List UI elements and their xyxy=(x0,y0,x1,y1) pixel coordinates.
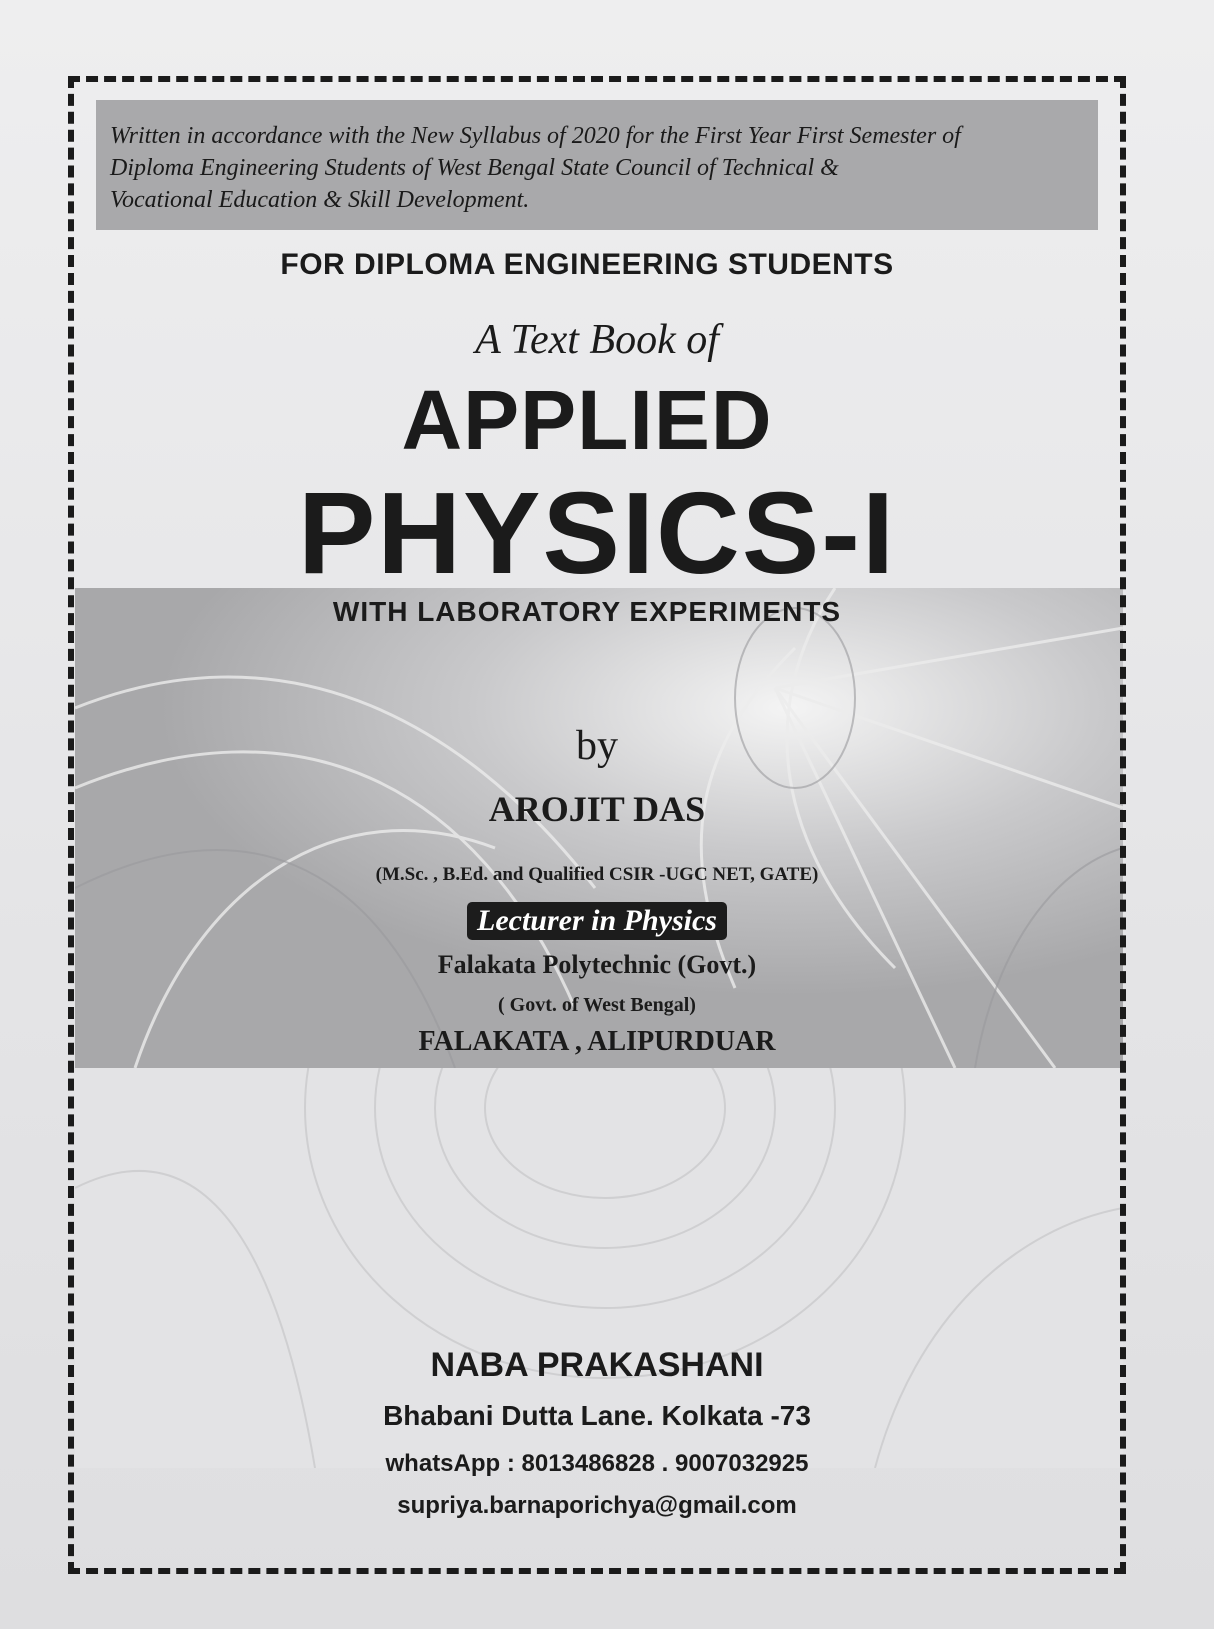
institute-name: Falakata Polytechnic (Govt.) xyxy=(437,950,757,979)
title-line1: APPLIED xyxy=(401,373,773,467)
book-prefix: A Text Book of xyxy=(475,317,719,363)
publisher-whatsapp: whatsApp : 8013486828 . 9007032925 xyxy=(385,1450,809,1477)
designation-badge: Lecturer in Physics xyxy=(467,902,727,940)
by-label: by xyxy=(576,723,618,769)
syllabus-note-line2: Diploma Engineering Students of West Bengal State Council of Technical & xyxy=(110,155,839,181)
title-line2: PHYSICS-I xyxy=(297,468,897,598)
syllabus-note-line3: Vocational Education & Skill Development. xyxy=(110,187,530,213)
publisher-email: supriya.barnaporichya@gmail.com xyxy=(397,1492,797,1519)
author-name: AROJIT DAS xyxy=(488,789,706,829)
designation-row xyxy=(0,902,1204,940)
publisher-name: NABA PRAKASHANI xyxy=(430,1346,764,1384)
subtitle: WITH LABORATORY EXPERIMENTS xyxy=(332,596,842,627)
author-qualifications: (M.Sc. , B.Ed. and Qualified CSIR -UGC NET, GATE) xyxy=(375,864,819,885)
syllabus-note-box xyxy=(96,100,1098,230)
institute-location: FALAKATA , ALIPURDUAR xyxy=(418,1026,776,1057)
publisher-address: Bhabani Dutta Lane. Kolkata -73 xyxy=(383,1400,811,1431)
audience-heading: FOR DIPLOMA ENGINEERING STUDENTS xyxy=(280,248,894,281)
syllabus-note-line1: Written in accordance with the New Syllabus of 2020 for the First Year First Semester of xyxy=(110,123,961,149)
institute-govt: ( Govt. of West Bengal) xyxy=(498,994,696,1016)
